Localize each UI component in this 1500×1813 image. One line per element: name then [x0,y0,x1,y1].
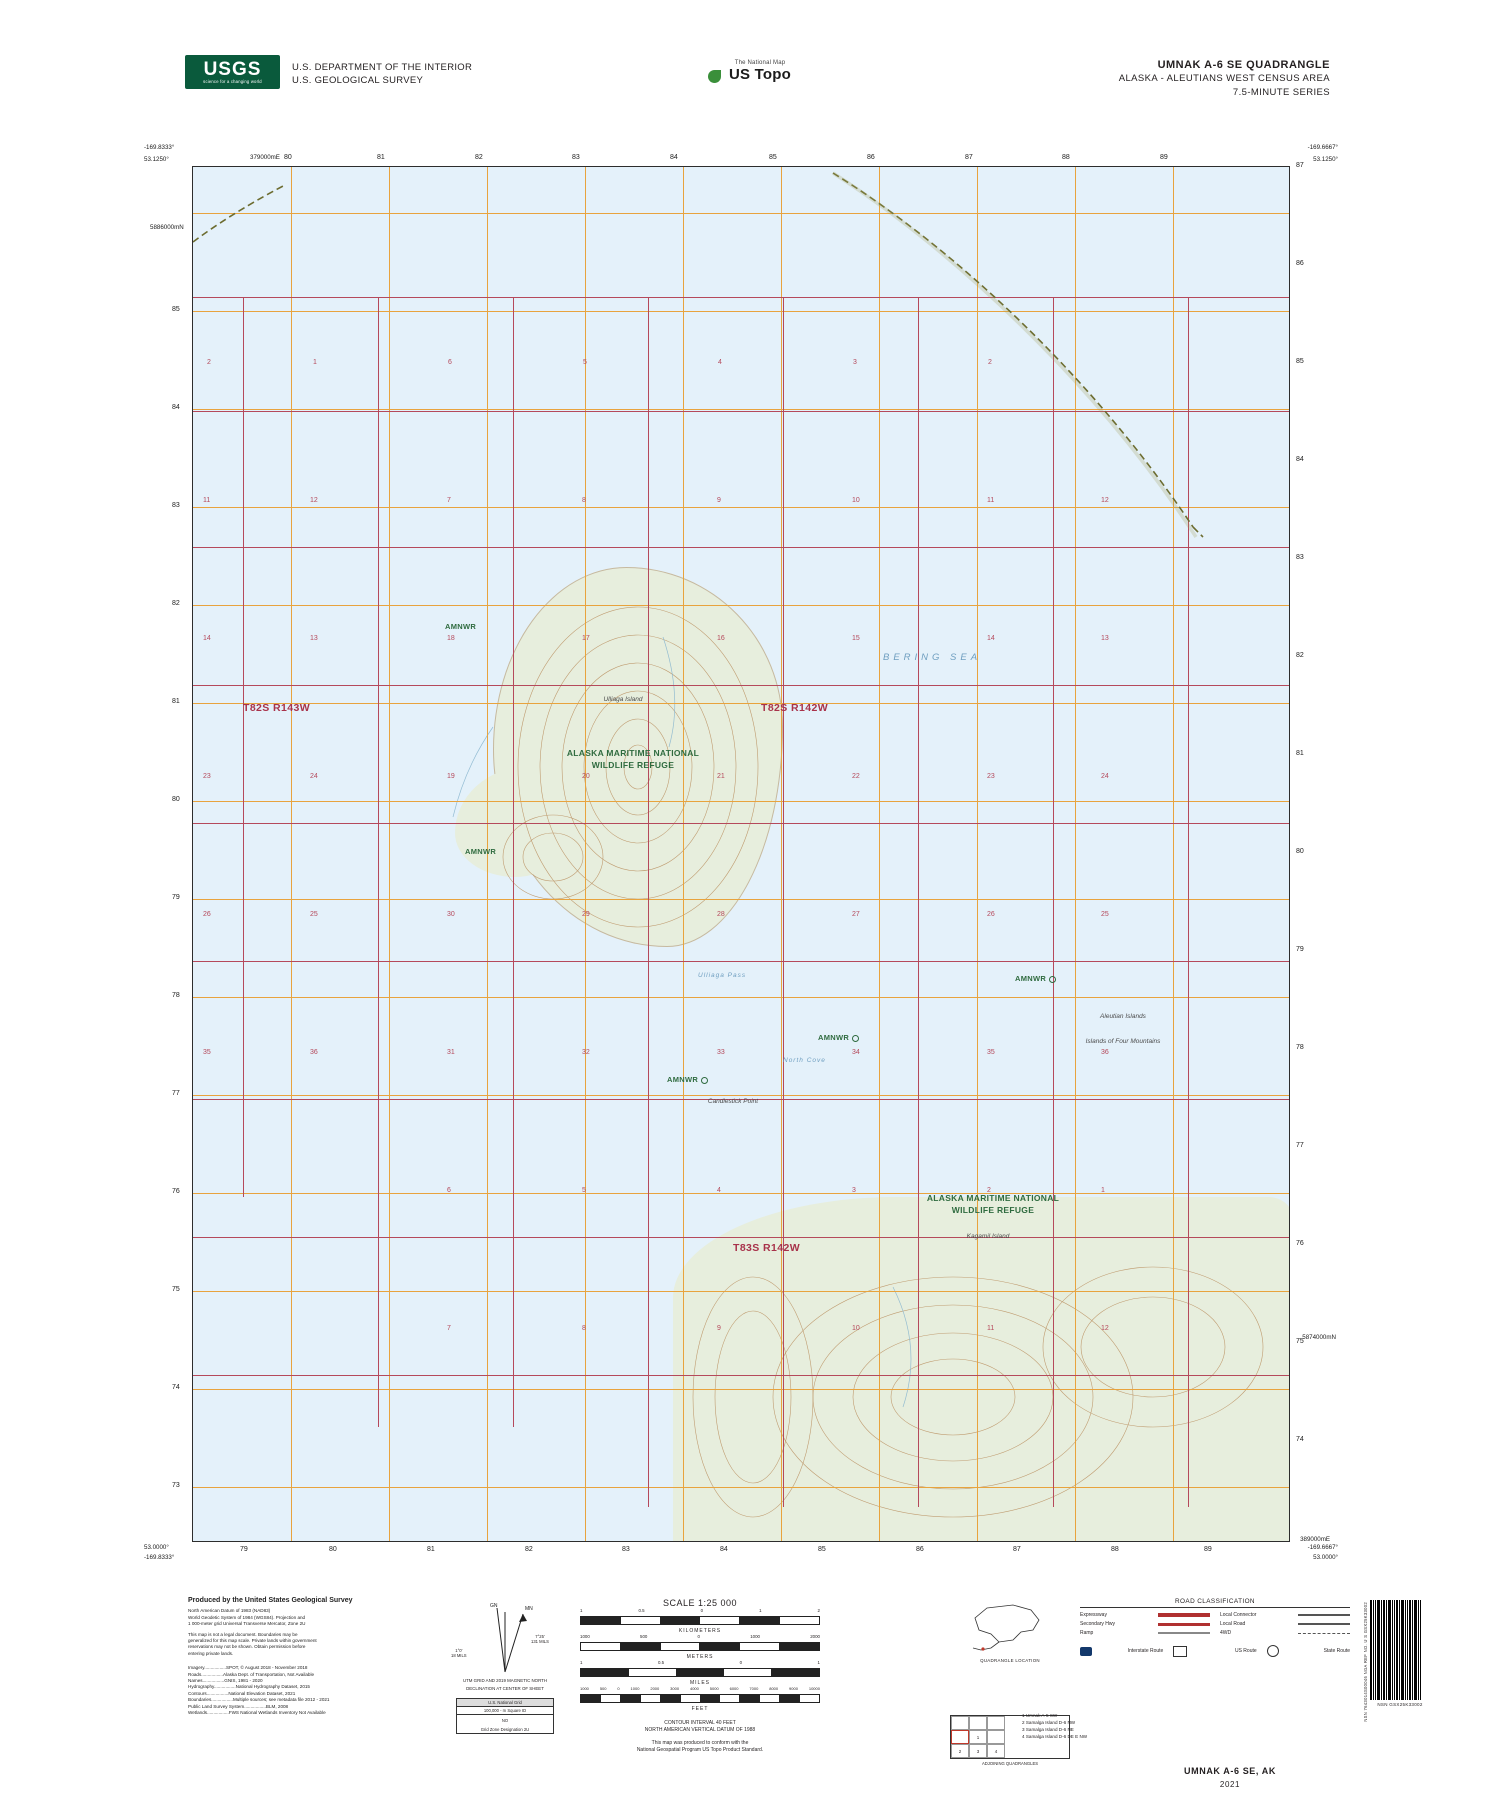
plss-line-h-4 [193,823,1289,824]
grid-line-h-11 [193,1291,1289,1292]
section-number: 33 [717,1049,725,1056]
section-number: 8 [582,497,586,504]
section-number: 35 [203,1049,211,1056]
ramp-symbol [1158,1632,1210,1634]
bottom-quadrangle-year: 2021 [1219,1780,1241,1789]
adjoining-cell: 2 [951,1744,969,1758]
us-national-grid-box [456,1698,554,1734]
grid-box-footer: Grid Zone Designation 2U [480,1727,530,1732]
alaska-map-icon [969,1600,1051,1656]
adjoining-cell [951,1716,969,1730]
section-number: 24 [310,773,318,780]
ulliaga-pass-label: Ulliaga Pass [698,972,747,979]
refuge-label-line-2: WILDLIFE REFUGE [591,760,675,770]
refuge-label-south [883,1192,1103,1216]
road-class-row: Ramp [1080,1630,1210,1636]
plss-line-h-1 [193,411,1289,412]
section-number: 17 [582,635,590,642]
right-northing: 5874000mN [1302,1334,1336,1341]
grid-line-h-12 [193,1389,1289,1390]
road-class-row: Secondary Hwy [1080,1621,1210,1627]
barcode-side-text: NSN 7643014S00046 NGA REF NO. U S GSX25K33002 [1363,1602,1368,1722]
grid-line-v-7 [977,167,978,1541]
credits-block [188,1598,408,1717]
tick-right-11: 76 [1296,1240,1304,1247]
section-number: 10 [852,1325,860,1332]
section-number: 14 [203,635,211,642]
tick-top-0: 80 [284,154,292,161]
refuge-label-line-2: WILDLIFE REFUGE [951,1205,1035,1215]
section-number: 30 [447,911,455,918]
tick-top-9: 89 [1160,154,1168,161]
section-number: 16 [717,635,725,642]
section-number: 27 [852,911,860,918]
section-number: 28 [717,911,725,918]
shield-row: Interstate Route [1080,1647,1163,1656]
bottom-quadrangle-name: UMNAK A-6 SE, AK [1184,1766,1276,1776]
credit-line: North American Datum of 1983 (NAD83) [188,1608,271,1614]
tick-left-7: 78 [172,992,180,999]
m-scale-bar [580,1642,820,1651]
section-number: 23 [987,773,995,780]
tick-left-1: 84 [172,404,180,411]
usgs-logo-text: USGS [203,58,262,80]
grid-line-h-2 [193,409,1289,410]
tick-right-2: 85 [1296,358,1304,365]
section-number: 26 [987,911,995,918]
grid-box-row: 100,000 - m Square ID [457,1707,553,1715]
section-number: 31 [447,1049,455,1056]
declination-diagram-block [440,1598,570,1734]
plss-line-v-6 [1053,297,1054,1507]
section-number: 14 [987,635,995,642]
usgs-logo-tagline: science for a changing world [203,78,262,84]
section-number: 22 [852,773,860,780]
bottom-right-easting: 389000mE [1300,1536,1330,1543]
road-class-row: 4WD [1220,1630,1350,1636]
section-number: 21 [717,773,725,780]
plss-line-h-5 [193,961,1289,962]
corner-se-lat: 53.0000° [1313,1554,1338,1561]
section-number: 6 [448,359,452,366]
adjoining-cell [987,1716,1005,1730]
barcode-bars [1370,1600,1430,1700]
township-label-t82s-r143w: T82S R143W [243,702,311,714]
grid-line-v-5 [781,167,782,1541]
plss-line-v-1 [378,297,379,1427]
credit-line: entering private lands. [188,1650,234,1656]
tick-bottom-6: 85 [818,1546,826,1553]
adjoining-cell [987,1730,1005,1744]
map-collar-footer [0,1580,1500,1813]
vertical-datum: NORTH AMERICAN VERTICAL DATUM OF 1988 [644,1727,756,1733]
section-number: 4 [717,1187,721,1194]
adjoining-list-item: 1 Umnak A-5 SW [1022,1713,1058,1718]
conformance-line-2: National Geospatial Program US Topo Product Standard. [636,1747,764,1753]
township-label-t82s-r142w: T82S R142W [761,702,829,714]
bering-sea-label: BERING SEA [883,652,982,663]
source-row: Wetlands.................FWS National Wetlands Inventory Not Available [188,1710,326,1716]
section-number: 25 [1101,911,1109,918]
mi-unit: MILES [689,1680,710,1686]
refuge-label-line-1: ALASKA MARITIME NATIONAL [566,748,700,758]
source-row: Boundaries.................Multiple sources; see metadata file 2012 - 2021 [188,1697,330,1703]
top-left-easting: 379000mE [250,154,280,161]
ulliaga-island-label: Ulliaga Island [603,696,643,703]
corner-ne-lon: -169.6667° [1307,144,1338,151]
amnwr-marker: AMNWR [667,1075,708,1084]
section-number: 9 [717,497,721,504]
tick-top-4: 84 [670,154,678,161]
section-number: 6 [447,1187,451,1194]
tick-bottom-8: 87 [1013,1546,1021,1553]
road-class-row: Local Connector [1220,1612,1350,1618]
tick-left-11: 74 [172,1384,180,1391]
road-class-left-column [1080,1612,1210,1639]
tick-bottom-5: 84 [720,1546,728,1553]
tick-top-7: 87 [965,154,973,161]
tick-left-0: 85 [172,306,180,313]
section-number: 25 [310,911,318,918]
quadrangle-title-block [1119,58,1330,100]
adjoining-cell: 4 [987,1744,1005,1758]
mi-scale-bar [580,1668,820,1677]
grid-line-v-8 [1075,167,1076,1541]
grid-line-v-1 [389,167,390,1541]
section-number: 24 [1101,773,1109,780]
tick-bottom-2: 81 [427,1546,435,1553]
agency-line-2: U.S. GEOLOGICAL SURVEY [292,75,424,86]
barcode-number: NSN GSX25K33002 [1377,1702,1423,1707]
section-number: 11 [987,1325,995,1332]
state-route-shield-icon [1267,1645,1279,1657]
section-number: 15 [852,635,860,642]
tick-left-2: 83 [172,502,180,509]
amnwr-marker: AMNWR [818,1033,859,1042]
tick-top-5: 85 [769,154,777,161]
section-number: 5 [583,359,587,366]
tick-right-9: 78 [1296,1044,1304,1051]
section-number: 4 [718,359,722,366]
m-labels: 1000 500 0 1000 2000 [580,1634,820,1639]
quadrangle-location-caption: QUADRANGLE LOCATION [980,1658,1040,1663]
national-map-title: US Topo [729,66,791,83]
grid-line-h-4 [193,605,1289,606]
tick-left-8: 77 [172,1090,180,1097]
adjoining-list-item: 2 Samalga Island D-6 NW [1022,1720,1076,1725]
section-number: 11 [203,497,211,504]
scale-title: SCALE 1:25 000 [662,1598,738,1608]
tick-right-4: 83 [1296,554,1304,561]
plss-line-v-2 [513,297,514,1427]
section-number: 13 [310,635,318,642]
corner-se-lon: -169.6667° [1307,1544,1338,1551]
quadrangle-region: ALASKA - ALEUTIANS WEST CENSUS AREA [1118,73,1330,84]
svg-text:MN: MN [525,1606,533,1612]
tick-right-3: 84 [1296,456,1304,463]
grid-line-h-3 [193,507,1289,508]
tick-top-6: 86 [867,154,875,161]
expressway-symbol [1158,1613,1210,1617]
tick-bottom-10: 89 [1204,1546,1212,1553]
plss-line-h-7 [193,1237,1289,1238]
km-unit: KILOMETERS [678,1628,722,1634]
tick-left-10: 75 [172,1286,180,1293]
tick-left-12: 73 [172,1482,180,1489]
tick-top-2: 82 [475,154,483,161]
fourwd-symbol [1298,1633,1350,1634]
section-number: 26 [203,911,211,918]
section-number: 3 [853,359,857,366]
grid-line-h-0 [193,213,1289,214]
plss-line-v-0 [243,297,244,1197]
adjoining-cell: 3 [969,1744,987,1758]
corner-nw-lon: -169.8333° [144,144,175,151]
section-number: 3 [852,1187,856,1194]
m-unit: METERS [686,1654,714,1660]
ft-unit: FEET [691,1706,709,1712]
grid-line-v-6 [879,167,880,1541]
agency-block [292,61,472,87]
section-number: 36 [1101,1049,1109,1056]
amnwr-marker: AMNWR [445,622,477,631]
tick-right-12: 75 [1296,1338,1304,1345]
map-header [0,0,1500,120]
road-classification-legend [1080,1598,1350,1660]
section-number: 1 [1101,1187,1105,1194]
ft-labels: 1000 500 0 1000 2000 3000 4000 5000 6000 7000 8000 9000 10000 [580,1686,820,1691]
corner-nw-lat: 53.1250° [144,156,169,163]
mi-labels: 1 0.5 0 1 [580,1660,820,1665]
corner-sw-lat: 53.0000° [144,1544,169,1551]
tick-right-5: 82 [1296,652,1304,659]
tick-right-10: 77 [1296,1142,1304,1149]
section-number: 34 [852,1049,860,1056]
tick-left-6: 79 [172,894,180,901]
tick-bottom-0: 79 [240,1546,248,1553]
township-label-t83s-r142w: T83S R142W [733,1242,801,1254]
grid-angle-label: 1°0' 18 MILS [451,1648,467,1658]
tick-bottom-1: 80 [329,1546,337,1553]
source-row: Public Land Survey System.................BLM, 2008 [188,1703,289,1709]
section-number: 2 [987,1187,991,1194]
section-number: 2 [988,359,992,366]
interstate-shield-icon [1080,1647,1092,1656]
section-number: 35 [987,1049,995,1056]
credit-line: 1 000-meter grid Universal Transverse Mercator, Zone 2U [188,1621,306,1627]
tick-right-8: 79 [1296,946,1304,953]
plss-line-v-5 [918,297,919,1507]
credit-line: reservations may not be shown. Obtain permission before [188,1644,306,1650]
contour-note [580,1720,820,1754]
adjoining-list [1022,1712,1087,1740]
section-number: 2 [207,359,211,366]
tick-right-13: 74 [1296,1436,1304,1443]
left-northing: 5886000mN [150,224,184,231]
us-route-shield-icon [1173,1646,1187,1657]
tick-right-7: 80 [1296,848,1304,855]
grid-line-h-8 [193,997,1289,998]
grid-line-h-1 [193,311,1289,312]
conformance-line-1: This map was produced to conform with the [651,1740,749,1746]
corner-sw-lon: -169.8333° [144,1554,175,1561]
grid-line-h-13 [193,1487,1289,1488]
grid-line-v-9 [1173,167,1174,1541]
scale-block [580,1598,820,1754]
quadrangle-location-block [955,1600,1065,1663]
declination-subtitle: DECLINATION AT CENTER OF SHEET [466,1686,544,1691]
source-row: Imagery.................SPOT, © August 2018 - November 2018 [188,1665,308,1671]
tick-bottom-9: 88 [1111,1546,1119,1553]
section-number: 5 [582,1187,586,1194]
agency-line-1: U.S. DEPARTMENT OF THE INTERIOR [292,62,473,73]
tick-right-0: 87 [1296,162,1304,169]
refuge-label-north [523,747,743,771]
plss-line-h-0 [193,297,1289,298]
amnwr-marker: AMNWR [1015,974,1056,983]
north-cove-label: North Cove [783,1057,826,1064]
bottom-quadrangle-title-block [1130,1766,1330,1789]
adjoining-caption: ADJOINING QUADRANGLES [981,1761,1039,1766]
section-number: 36 [310,1049,318,1056]
source-row: Names.................GNIS, 1981 - 2020 [188,1678,263,1684]
local-road-symbol [1298,1623,1350,1625]
tick-left-3: 82 [172,600,180,607]
road-classification-title: ROAD CLASSIFICATION [1080,1598,1350,1608]
tick-bottom-3: 82 [525,1546,533,1553]
mag-angle-label: 7°25' 131 MILS [531,1634,549,1644]
road-class-row: Local Road [1220,1621,1350,1627]
road-class-row: Expressway [1080,1612,1210,1618]
credit-line: World Geodetic System of 1984 (WGS84). Projection and [188,1614,306,1620]
tick-left-5: 80 [172,796,180,803]
declination-title: UTM GRID AND 2019 MAGNETIC NORTH [462,1678,548,1683]
national-map-logo [700,60,820,83]
source-row: Hydrography.................National Hydrography Dataset, 2015 [188,1684,310,1690]
grid-line-h-9 [193,1095,1289,1096]
tick-right-1: 86 [1296,260,1304,267]
adjoining-list-item: 4 Samalga Island D-6 DE E NW [1022,1734,1088,1739]
section-number: 20 [582,773,590,780]
section-number: 7 [447,497,451,504]
shield-row: State Route [1267,1645,1350,1657]
tick-left-4: 81 [172,698,180,705]
produced-by-heading: Produced by the United States Geological Survey [188,1597,353,1604]
plss-line-v-7 [1188,297,1189,1507]
barcode-block [1370,1600,1430,1720]
map-neatline[interactable] [192,166,1290,1542]
kagamil-island-label: Kagamil Island [966,1233,1010,1240]
section-number: 13 [1101,635,1109,642]
tick-top-1: 81 [377,154,385,161]
credit-line: This map is not a legal document. Boundaries may be [188,1631,298,1637]
road-class-right-column [1220,1612,1350,1639]
section-number: 7 [447,1325,451,1332]
section-number: 12 [1101,497,1109,504]
km-scale-bar [580,1616,820,1625]
svg-text:GN: GN [490,1603,498,1609]
grid-box-value: NO [501,1718,509,1723]
grid-box-title: U.S. National Grid [457,1699,553,1707]
section-number: 19 [447,773,455,780]
plss-line-v-3 [648,297,649,1507]
grid-line-v-0 [291,167,292,1541]
ft-scale-bar [580,1694,820,1703]
candlestick-point-label: Candlestick Point [707,1098,759,1105]
tick-left-9: 76 [172,1188,180,1195]
alaska-outline [969,1600,1051,1656]
section-number: 8 [582,1325,586,1332]
credit-line: generalized for this map scale. Private lands within government [188,1638,317,1644]
shield-row: US Route [1173,1646,1256,1657]
section-number: 10 [852,497,860,504]
plss-line-h-3 [193,685,1289,686]
section-number: 1 [313,359,317,366]
islands-of-four-mountains-label: Islands of Four Mountains [1085,1038,1161,1045]
adjoining-cell: 1 [969,1730,987,1744]
section-number: 12 [1101,1325,1109,1332]
usgs-logo [185,55,280,89]
grid-line-v-4 [683,167,684,1541]
grid-line-h-6 [193,801,1289,802]
amnwr-marker: AMNWR [465,847,497,856]
corner-ne-lat: 53.1250° [1313,156,1338,163]
secondary-hwy-symbol [1158,1623,1210,1626]
section-number: 32 [582,1049,590,1056]
refuge-label-line-1: ALASKA MARITIME NATIONAL [926,1193,1060,1203]
tick-top-3: 83 [572,154,580,161]
map-area[interactable] [144,144,1338,1561]
leaf-icon [708,70,721,83]
grid-line-h-7 [193,899,1289,900]
local-connector-symbol [1298,1614,1350,1616]
adjoining-cell-current [951,1730,969,1744]
contour-interval: CONTOUR INTERVAL 40 FEET [664,1720,736,1726]
quadrangle-series: 7.5-MINUTE SERIES [1232,87,1330,98]
adjoining-list-item: 3 Samalga Island D-6 NE [1022,1727,1074,1732]
plss-line-h-8 [193,1375,1289,1376]
tick-top-8: 88 [1062,154,1070,161]
section-number: 11 [987,497,995,504]
tick-bottom-7: 86 [916,1546,924,1553]
candlestick-point-landmass [680,1272,800,1542]
plss-line-v-4 [783,297,784,1507]
declination-diagram [445,1598,565,1676]
section-number: 12 [310,497,318,504]
plss-line-h-2 [193,547,1289,548]
section-number: 9 [717,1325,721,1332]
section-number: 23 [203,773,211,780]
source-row: Roads.................Alaska Dept. of Transportation, Not Available [188,1671,315,1677]
km-labels: 1 0.5 0 1 2 [580,1608,820,1613]
aleutian-islands-label: Aleutian Islands [1100,1013,1146,1020]
source-row: Contours.................National Elevation Dataset, 2021 [188,1690,296,1696]
quadrangle-name: UMNAK A-6 SE QUADRANGLE [1157,59,1330,71]
grid-line-h-5 [193,703,1289,704]
section-number: 29 [582,911,590,918]
national-map-small: The National Map [734,60,786,66]
grid-line-h-10 [193,1193,1289,1194]
tick-right-6: 81 [1296,750,1304,757]
adjoining-cell [969,1716,987,1730]
tick-bottom-4: 83 [622,1546,630,1553]
section-number: 18 [447,635,455,642]
grid-line-v-3 [585,167,586,1541]
